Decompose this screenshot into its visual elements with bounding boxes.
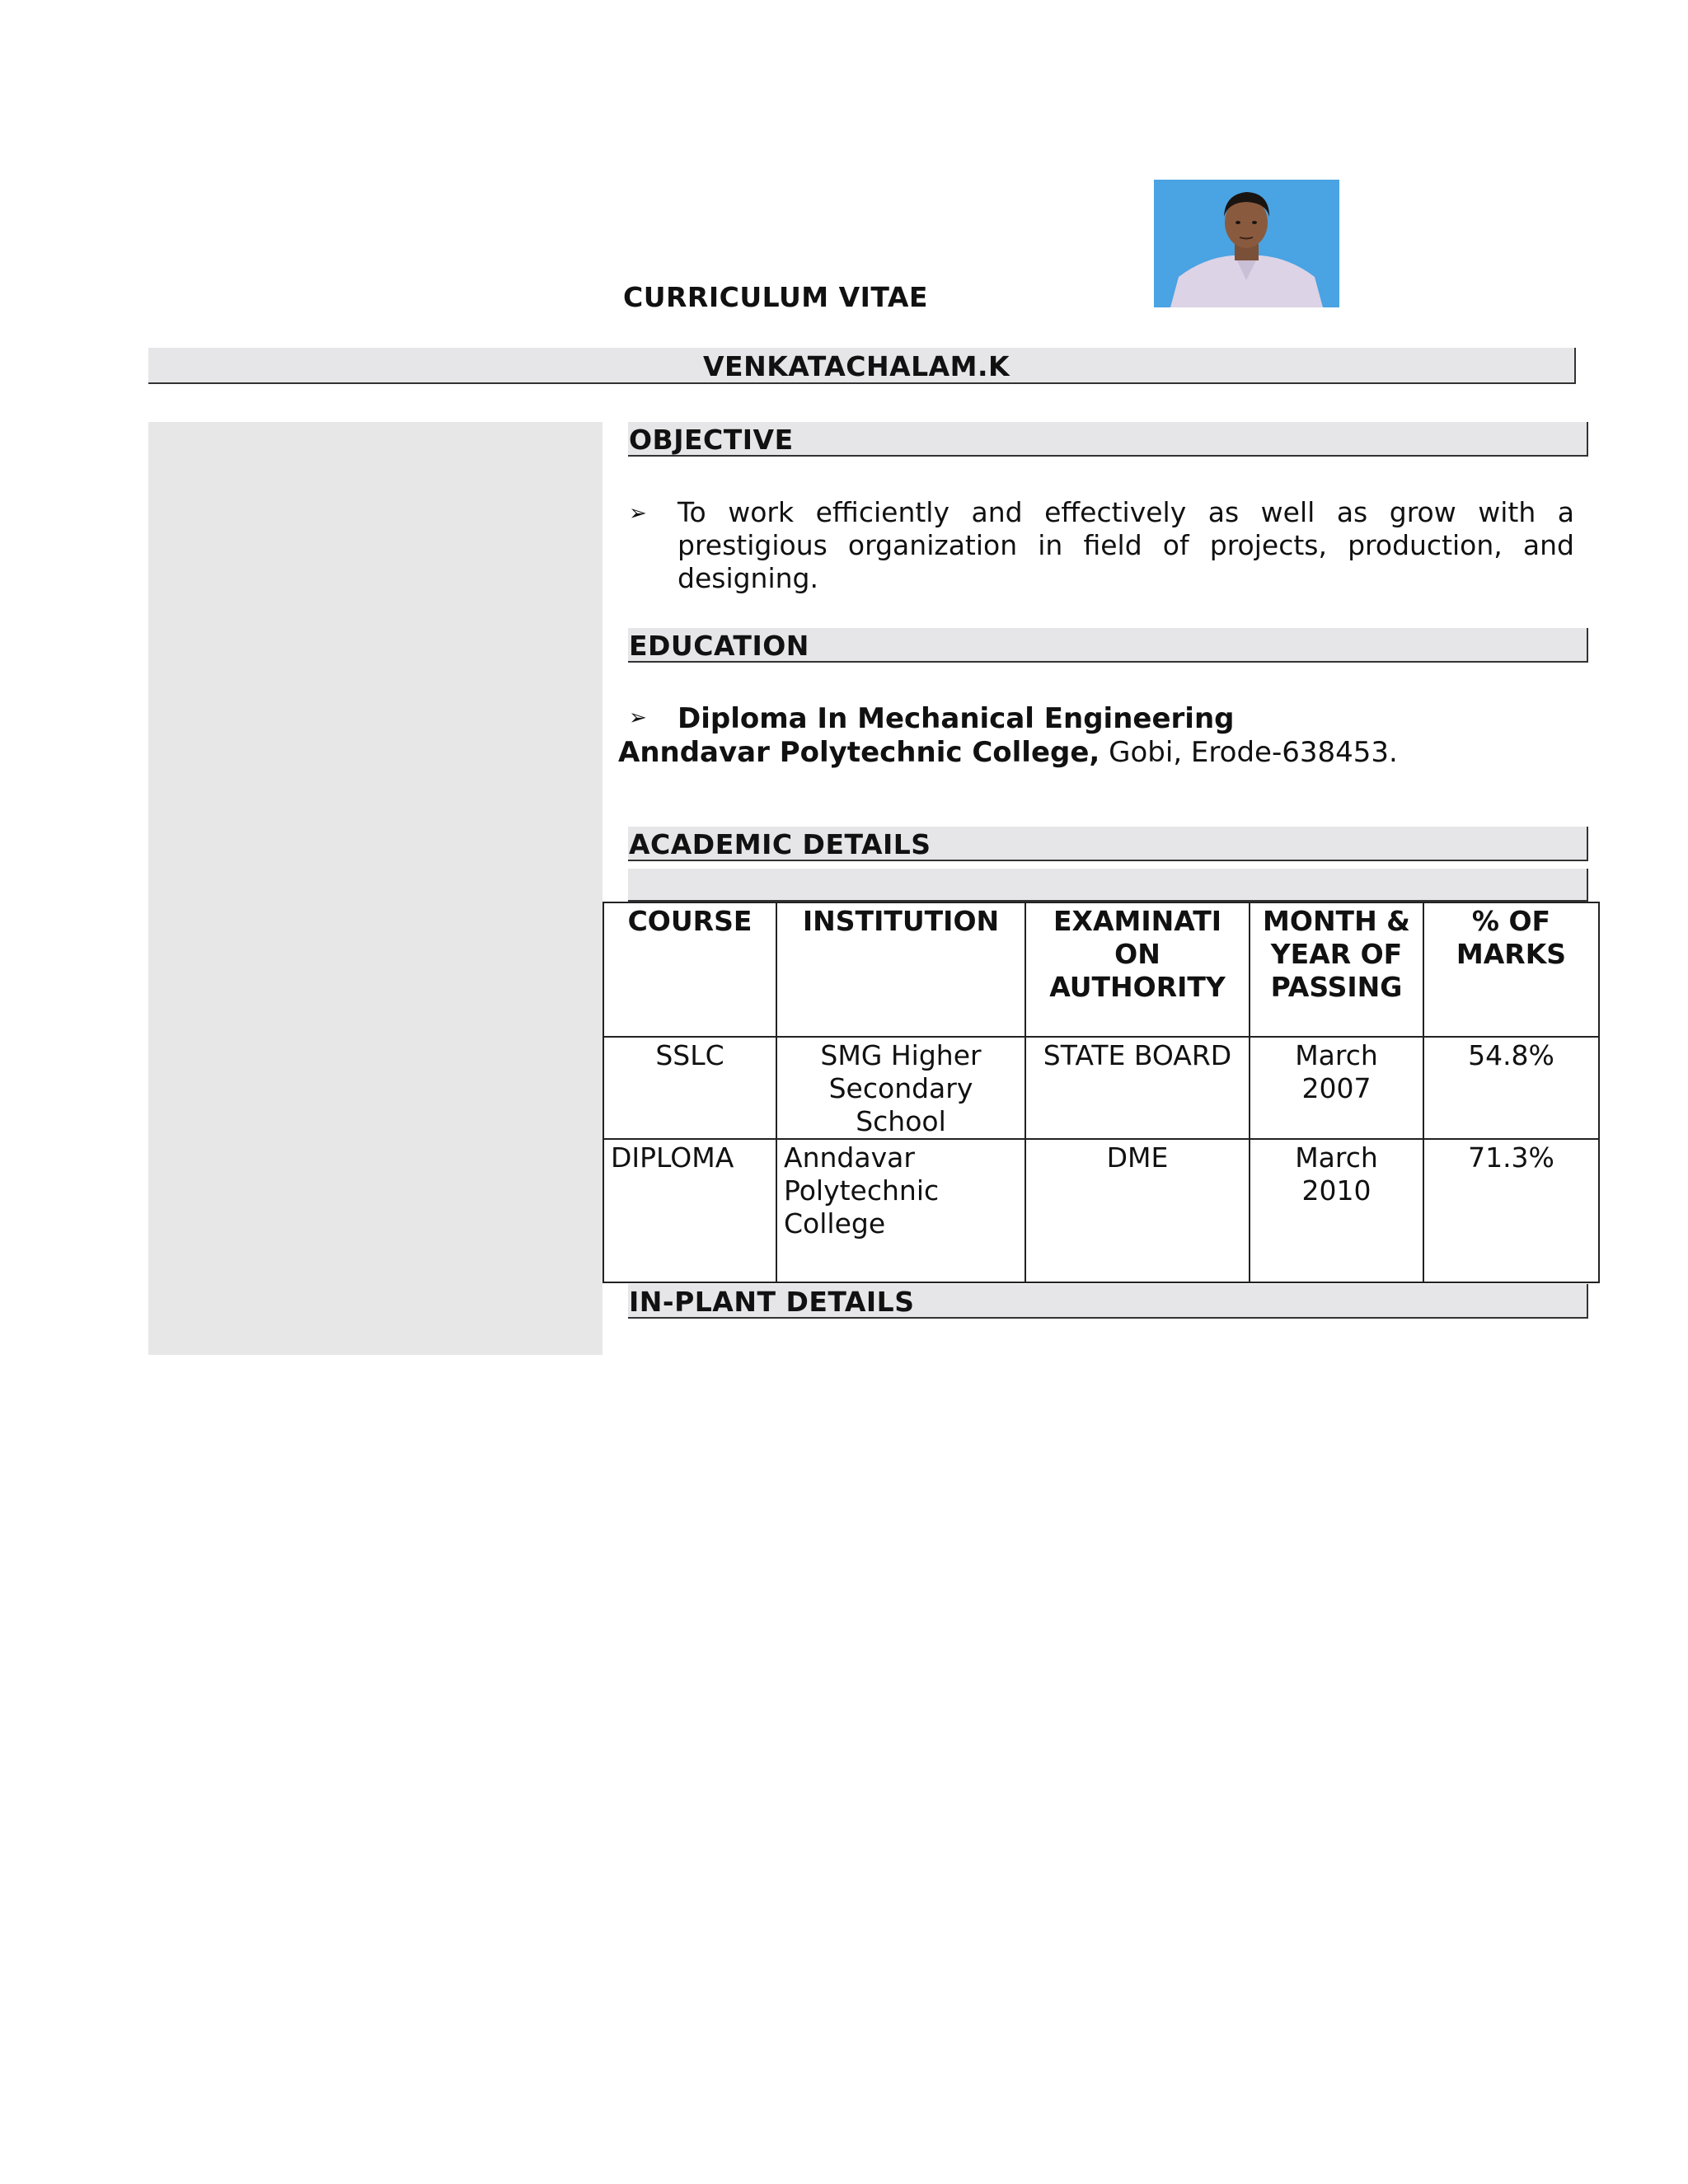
table-row [603,1037,1599,1139]
inplant-heading: IN-PLANT DETAILS [629,1286,915,1318]
table-row [603,1139,1599,1282]
column-header-marks: % OF MARKS [1423,902,1599,1037]
column-header-institution: INSTITUTION [776,902,1025,1037]
cell-passing: March 2007 [1250,1037,1423,1139]
academic-table [603,902,1600,1283]
cell-course: DIPLOMA [603,1139,776,1282]
education-location: Gobi, Erode-638453. [1100,736,1398,769]
education-college-line [618,736,1398,769]
column-header-authority: EXAMINATI ON AUTHORITY [1025,902,1250,1037]
cell-authority: DME [1025,1139,1250,1282]
left-sidebar-panel [148,422,603,1355]
cell-marks: 54.8% [1423,1037,1599,1139]
cell-marks: 71.3% [1423,1139,1599,1282]
page-title: CURRICULUM VITAE [623,281,928,313]
education-degree: Diploma In Mechanical Engineering [678,702,1235,735]
column-header-passing: MONTH & YEAR OF PASSING [1250,902,1423,1037]
cell-course: SSLC [603,1037,776,1139]
academic-heading: ACADEMIC DETAILS [629,828,931,860]
arrow-bullet-icon: ➢ [629,501,647,526]
candidate-name: VENKATACHALAM.K [703,350,1010,382]
arrow-bullet-icon: ➢ [629,705,647,730]
person-photo-icon [1154,180,1339,307]
table-header-row [603,902,1599,1037]
objective-text: To work efficiently and effectively as well as grow with a prestigious organization in field of projects, production, and designing. [678,496,1574,594]
cell-authority: STATE BOARD [1025,1037,1250,1139]
education-heading: EDUCATION [629,630,809,662]
profile-photo [1154,180,1339,307]
cell-institution: Anndavar Polytechnic College [776,1139,1025,1282]
column-header-course: COURSE [603,902,776,1037]
education-college: Anndavar Polytechnic College, [618,736,1100,769]
objective-heading: OBJECTIVE [629,424,794,456]
cell-passing: March 2010 [1250,1139,1423,1282]
academic-subheader-bar [628,869,1588,902]
cell-institution: SMG Higher Secondary School [776,1037,1025,1139]
